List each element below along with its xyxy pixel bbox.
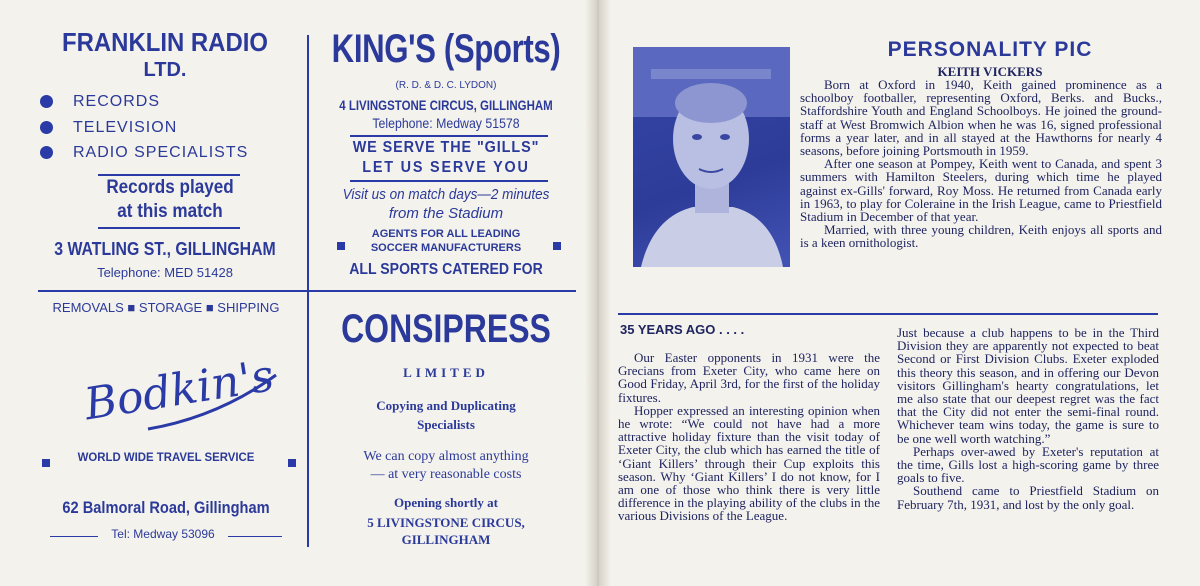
records-rule-top: [98, 174, 240, 176]
personality-para-2: After one season at Pompey, Keith went to Canada, and spent 3 summers with Hamilton Steelers, during which time he played against ex-Gills' forward, Roy Moss. He returned from Canada early in 1963, to play for Coleraine in the Irish League, came to Priestfield Stadium in December of that year.: [800, 156, 1162, 225]
page-gutter: [585, 0, 611, 586]
franklin-telephone: Telephone: MED 51428: [97, 265, 233, 280]
bodkins-logo: [78, 347, 288, 437]
years-ago-col2-para-1: Just because a club happens to be in the Third Division they are apparently not expected to beat Second or First Division Clubs. Exeter exploded this theory this season, and in offering our Devon visitors Gillingham's hearty congratulations, let me also state that our deepest regret was the fact that the City did not enter the semi-final round. Whichever team wins today, the game is sure to be one well worth watching.”: [897, 325, 1159, 446]
right-page-divider: [618, 313, 1158, 315]
tel-rule-left: [50, 536, 98, 537]
consipress-limited: LIMITED: [403, 365, 489, 380]
kings-catered: ALL SPORTS CATERED FOR: [349, 261, 543, 278]
years-ago-col2-para-3: Southend came to Priestfield Stadium on February 7th, 1931, and lost by the only goal.: [897, 483, 1159, 512]
player-name: KEITH VICKERS: [937, 64, 1043, 79]
kings-agents-1: AGENTS FOR ALL LEADING: [371, 228, 521, 240]
bodkins-telephone: Tel: Medway 53096: [111, 527, 215, 541]
kings-name: KING'S (Sports): [331, 27, 561, 71]
consipress-copying-2: Specialists: [417, 417, 475, 432]
records-rule-bottom: [98, 227, 240, 229]
player-portrait-icon: [633, 47, 790, 267]
kings-agents-2: SOCCER MANUFACTURERS: [370, 242, 522, 254]
kings-agents-bullet-left: [337, 237, 345, 255]
years-ago-col1-para-1: Our Easter opponents in 1931 were the Grecians from Exeter City, who came here on Good Friday, April 3rd, for the first of the holiday fixtures.: [618, 350, 880, 405]
consipress-address-1: 5 LIVINGSTONE CIRCUS,: [367, 515, 525, 530]
kings-owners: (R. D. & D. C. LYDON): [395, 80, 497, 91]
kings-visit-2: from the Stadium: [388, 205, 504, 222]
kings-visit-1: Visit us on match days—2 minutes: [342, 186, 550, 203]
records-played: Records played: [106, 177, 234, 198]
bodkins-travel: WORLD WIDE TRAVEL SERVICE: [77, 450, 255, 464]
consipress-copy-1: We can copy almost anything: [363, 449, 529, 464]
kings-agents-bullet-right: [553, 237, 561, 255]
slogan-rule-top: [350, 135, 548, 137]
bullet-icon: [40, 121, 53, 134]
bodkins-logo-text: Bodkin's: [80, 350, 278, 431]
consipress-copy-2: — at very reasonable costs: [370, 467, 522, 482]
years-ago-col1-para-2: Hopper expressed an interesting opinion when he wrote: “We could not have had a more attractive holiday fixture than the visit today of Exeter City, the club which has earned the title of ‘Giant Killers’ through their Cup exploits this season. Why ‘Giant Killers’ I do not know, for I am one of those who think there is very little difference in the playing ability of the clubs in the various Divisions of the League.: [618, 402, 880, 524]
travel-bullet-right: [288, 454, 296, 472]
slogan-rule-bottom: [350, 180, 548, 182]
kings-slogan-2: LET US SERVE YOU: [362, 159, 530, 176]
bodkins-services: REMOVALS ■ STORAGE ■ SHIPPING: [52, 300, 280, 315]
bullet-icon: [40, 95, 53, 108]
years-ago-col2-para-2: Perhaps over-awed by Exeter's reputation at the time, Gills lost a high-scoring game by three goals to five.: [897, 443, 1159, 486]
franklin-service-television: TELEVISION: [40, 119, 177, 137]
years-ago-heading: 35 YEARS AGO . . . .: [620, 322, 745, 337]
consipress-ad: [315, 295, 577, 555]
franklin-service-radio: RADIO SPECIALISTS: [40, 144, 248, 162]
tel-rule-right: [228, 536, 282, 537]
franklin-name: FRANKLIN RADIO: [62, 27, 268, 57]
consipress-copying-1: Copying and Duplicating: [376, 398, 516, 413]
horizontal-divider: [38, 290, 576, 292]
years-ago-col-1: [618, 351, 880, 523]
travel-bullet-left: [42, 454, 50, 472]
franklin-service-records: RECORDS: [40, 93, 160, 111]
franklin-address: 3 WATLING ST., GILLINGHAM: [54, 239, 276, 259]
player-photo: [633, 47, 790, 267]
franklin-ltd: LTD.: [143, 59, 187, 81]
personality-text: [800, 78, 1162, 250]
consipress-address-2: GILLINGHAM: [401, 532, 491, 547]
years-ago-col-2: [897, 326, 1159, 511]
bullet-icon: [40, 146, 53, 159]
at-this-match: at this match: [117, 201, 223, 222]
franklin-radio-ad: [30, 25, 300, 287]
kings-address: 4 LIVINGSTONE CIRCUS, GILLINGHAM: [339, 97, 553, 113]
bodkins-address: 62 Balmoral Road, Gillingham: [62, 498, 270, 517]
personality-para-3: Married, with three young children, Keith enjoys all sports and is a keen ornithologist.: [800, 222, 1162, 251]
kings-sports-ad: [315, 25, 577, 287]
personality-heading: PERSONALITY PIC: [887, 38, 1093, 61]
consipress-opening: Opening shortly at: [393, 495, 498, 510]
kings-slogan-1: WE SERVE THE "GILLS": [352, 139, 540, 156]
personality-para-1: Born at Oxford in 1940, Keith gained prominence as a schoolboy footballer, representing Oxford, Berks. and Bucks., Staffordshire Youth and England Schoolboys. He joined the ground-staff at West Bromwich Albion when he was 16, signed professional forms a year later, and in all stayed at the Hawthorns for nearly 4 seasons, before joining Portsmouth in 1959.: [800, 77, 1162, 159]
bodkins-ad: [30, 295, 302, 555]
consipress-name: CONSIPRESS: [341, 307, 551, 351]
kings-telephone: Telephone: Medway 51578: [372, 115, 520, 131]
